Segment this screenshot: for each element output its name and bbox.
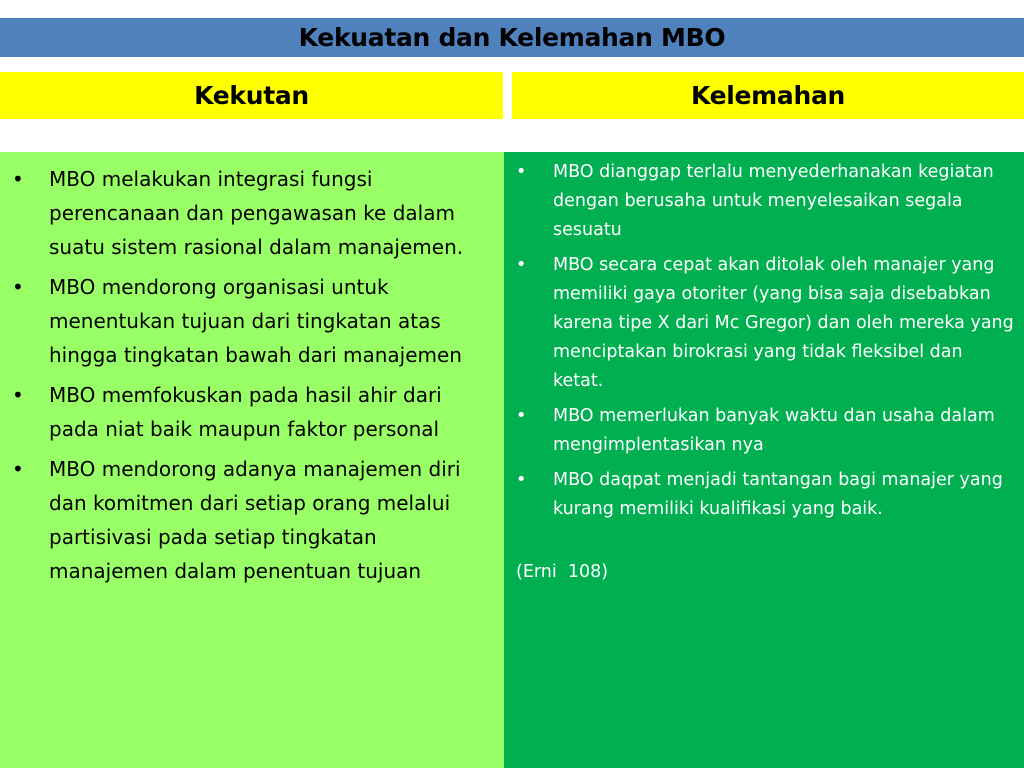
weaknesses-header: [512, 72, 1024, 119]
strength-item: [10, 162, 486, 264]
weakness-text: MBO dianggap terlalu menyederhanakan kegiatan dengan berusaha untuk menyelesaikan segala sesuatu: [553, 162, 994, 240]
slide-title-bar: [0, 18, 1024, 57]
strengths-header-label: Kekutan: [194, 81, 309, 110]
weaknesses-list: [512, 158, 1018, 524]
bullet-icon: •: [12, 457, 24, 481]
strengths-list: [10, 162, 486, 588]
strengths-column: [0, 152, 504, 768]
strength-text: MBO memfokuskan pada hasil ahir dari pada niat baik maupun faktor personal: [49, 383, 442, 441]
weakness-text: MBO daqpat menjadi tantangan bagi manajer yang kurang memiliki kualifikasi yang baik.: [553, 470, 1003, 519]
slide-title: Kekuatan dan Kelemahan MBO: [298, 23, 726, 52]
strength-item: [10, 452, 486, 588]
bullet-icon: •: [516, 162, 527, 182]
strength-item: [10, 270, 486, 372]
weaknesses-header-label: Kelemahan: [690, 81, 846, 110]
bullet-icon: •: [12, 275, 24, 299]
strength-text: MBO melakukan integrasi fungsi perencanaan dan pengawasan ke dalam suatu sistem rasional dalam manajemen.: [49, 167, 464, 259]
bullet-icon: •: [12, 167, 24, 191]
weaknesses-column: [504, 152, 1024, 768]
weakness-item: [512, 466, 1018, 524]
weakness-item: [512, 158, 1018, 245]
citation: (Erni 108): [516, 562, 609, 582]
bullet-icon: •: [516, 470, 527, 490]
bullet-icon: •: [516, 255, 527, 275]
bullet-icon: •: [12, 383, 24, 407]
weakness-text: MBO secara cepat akan ditolak oleh manajer yang memiliki gaya otoriter (yang bisa saja disebabkan karena tipe X dari Mc Gregor) dan oleh mereka yang menciptakan birokrasi yang tidak fleksibel dan ketat.: [553, 255, 1014, 391]
weakness-text: MBO memerlukan banyak waktu dan usaha dalam mengimplentasikan nya: [553, 406, 995, 455]
weakness-item: [512, 402, 1018, 460]
weakness-item: [512, 251, 1018, 396]
strengths-header: [0, 72, 503, 119]
strength-text: MBO mendorong organisasi untuk menentukan tujuan dari tingkatan atas hingga tingkatan bawah dari manajemen: [49, 275, 462, 367]
strength-item: [10, 378, 486, 446]
bullet-icon: •: [516, 406, 527, 426]
strength-text: MBO mendorong adanya manajemen diri dan komitmen dari setiap orang melalui partisivasi pada setiap tingkatan manajemen dalam penentuan tujuan: [49, 457, 461, 583]
